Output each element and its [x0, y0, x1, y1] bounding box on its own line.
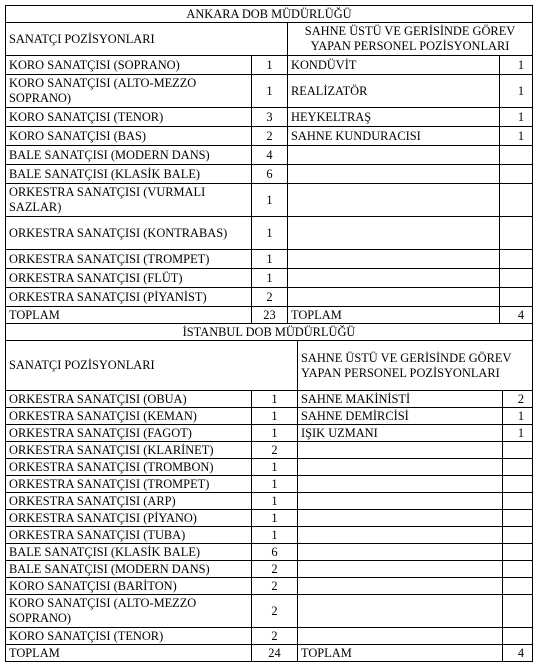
- staff-position-cell: [298, 561, 503, 578]
- position-count-cell: 1: [252, 510, 298, 527]
- staff-count-cell: [503, 527, 533, 544]
- position-cell: ORKESTRA SANATÇISI (PİYANO): [6, 510, 252, 527]
- ankara-staff-header: SAHNE ÜSTÜ VE GERİSİNDE GÖREV YAPAN PERSONEL POZİSYONLARI: [288, 23, 533, 56]
- ankara-total-staff-label: TOPLAM: [288, 307, 500, 324]
- position-count-cell: 1: [252, 459, 298, 476]
- ankara-total-label: TOPLAM: [6, 307, 252, 324]
- istanbul-artist-header: SANATÇI POZİSYONLARI: [6, 341, 298, 391]
- position-cell: KORO SANATÇISI (ALTO-MEZZO SOPRANO): [6, 75, 252, 108]
- position-count-cell: 2: [252, 578, 298, 595]
- staff-position-cell: SAHNE MAKİNİSTİ: [298, 391, 503, 408]
- table-row: [6, 146, 533, 165]
- position-count-cell: 2: [252, 595, 298, 628]
- position-cell: ORKESTRA SANATÇISI (TROMPET): [6, 250, 252, 269]
- table-row: [6, 217, 533, 250]
- ankara-artist-header: SANATÇI POZİSYONLARI: [6, 23, 288, 56]
- staff-count-cell: 1: [503, 425, 533, 442]
- table-row: [6, 184, 533, 217]
- staff-position-cell: SAHNE DEMİRCİSİ: [298, 408, 503, 425]
- istanbul-total-section: [6, 645, 533, 662]
- table-row: [6, 108, 533, 127]
- istanbul-title: İSTANBUL DOB MÜDÜRLÜĞÜ: [6, 324, 533, 341]
- staff-count-cell: [500, 165, 533, 184]
- staff-count-cell: 1: [503, 408, 533, 425]
- ankara-table: [5, 5, 533, 324]
- table-row: [6, 544, 533, 561]
- istanbul-staff-header: SAHNE ÜSTÜ VE GERİSİNDE GÖREV YAPAN PERSONEL POZİSYONLARI: [298, 341, 533, 391]
- staff-position-cell: [298, 628, 503, 645]
- position-cell: ORKESTRA SANATÇISI (OBUA): [6, 391, 252, 408]
- staff-position-cell: [288, 165, 500, 184]
- staff-count-cell: [500, 269, 533, 288]
- staff-count-cell: [503, 561, 533, 578]
- position-cell: BALE SANATÇISI (KLASİK BALE): [6, 544, 252, 561]
- table-row: [6, 442, 533, 459]
- position-count-cell: 1: [252, 75, 288, 108]
- position-count-cell: 2: [252, 288, 288, 307]
- table-row: [6, 561, 533, 578]
- position-cell: KORO SANATÇISI (TENOR): [6, 628, 252, 645]
- staff-count-cell: [500, 250, 533, 269]
- istanbul-total-staff: 4: [503, 645, 533, 662]
- position-count-cell: 2: [252, 561, 298, 578]
- staff-position-cell: [288, 184, 500, 217]
- position-count-cell: 1: [252, 408, 298, 425]
- staff-count-cell: [503, 459, 533, 476]
- position-count-cell: 2: [252, 628, 298, 645]
- table-row: [6, 510, 533, 527]
- staff-position-cell: [298, 544, 503, 561]
- ankara-total-artists: 23: [252, 307, 288, 324]
- istanbul-table: [5, 323, 533, 662]
- position-cell: BALE SANATÇISI (KLASİK BALE): [6, 165, 252, 184]
- staff-position-cell: [288, 250, 500, 269]
- staff-count-cell: [503, 442, 533, 459]
- ankara-rows: [6, 56, 533, 307]
- istanbul-rows: [6, 391, 533, 645]
- staff-count-cell: [500, 184, 533, 217]
- ankara-table-body: [6, 6, 533, 56]
- staff-count-cell: [503, 595, 533, 628]
- staff-count-cell: [503, 544, 533, 561]
- position-cell: KORO SANATÇISI (ALTO-MEZZO SOPRANO): [6, 595, 252, 628]
- staff-position-cell: [298, 442, 503, 459]
- staff-position-cell: [298, 578, 503, 595]
- position-count-cell: 2: [252, 127, 288, 146]
- table-row: [6, 165, 533, 184]
- position-cell: ORKESTRA SANATÇISI (ARP): [6, 493, 252, 510]
- table-row: [6, 459, 533, 476]
- position-cell: BALE SANATÇISI (MODERN DANS): [6, 561, 252, 578]
- staff-count-cell: 1: [500, 127, 533, 146]
- staff-count-cell: 1: [500, 75, 533, 108]
- position-count-cell: 1: [252, 184, 288, 217]
- table-row: [6, 288, 533, 307]
- staff-count-cell: [500, 217, 533, 250]
- staff-position-cell: [298, 510, 503, 527]
- table-row: [6, 391, 533, 408]
- staff-position-cell: [298, 493, 503, 510]
- istanbul-table-header: [6, 324, 533, 391]
- table-row: [6, 476, 533, 493]
- staff-position-cell: [298, 595, 503, 628]
- position-cell: BALE SANATÇISI (MODERN DANS): [6, 146, 252, 165]
- position-cell: ORKESTRA SANATÇISI (KONTRABAS): [6, 217, 252, 250]
- staff-position-cell: [298, 459, 503, 476]
- position-cell: ORKESTRA SANATÇISI (FAGOT): [6, 425, 252, 442]
- position-count-cell: 1: [252, 250, 288, 269]
- table-row: [6, 56, 533, 75]
- istanbul-total-staff-label: TOPLAM: [298, 645, 503, 662]
- position-count-cell: 2: [252, 442, 298, 459]
- ankara-total-section: [6, 307, 533, 324]
- position-cell: ORKESTRA SANATÇISI (TUBA): [6, 527, 252, 544]
- position-count-cell: 6: [252, 544, 298, 561]
- staff-count-cell: [503, 578, 533, 595]
- position-count-cell: 1: [252, 217, 288, 250]
- istanbul-total-artists: 24: [252, 645, 298, 662]
- staff-position-cell: IŞIK UZMANI: [298, 425, 503, 442]
- table-row: [6, 493, 533, 510]
- position-cell: ORKESTRA SANATÇISI (TROMPET): [6, 476, 252, 493]
- position-count-cell: 1: [252, 269, 288, 288]
- position-cell: ORKESTRA SANATÇISI (VURMALI SAZLAR): [6, 184, 252, 217]
- staff-count-cell: 2: [503, 391, 533, 408]
- istanbul-total-label: TOPLAM: [6, 645, 252, 662]
- position-cell: ORKESTRA SANATÇISI (KEMAN): [6, 408, 252, 425]
- table-row: [6, 269, 533, 288]
- table-row: [6, 408, 533, 425]
- position-cell: KORO SANATÇISI (BAS): [6, 127, 252, 146]
- position-count-cell: 1: [252, 493, 298, 510]
- position-cell: ORKESTRA SANATÇISI (KLARİNET): [6, 442, 252, 459]
- table-row: [6, 595, 533, 628]
- ankara-title: ANKARA DOB MÜDÜRLÜĞÜ: [6, 6, 533, 23]
- staff-position-cell: [298, 476, 503, 493]
- staff-count-cell: [500, 146, 533, 165]
- staff-count-cell: 1: [500, 56, 533, 75]
- position-count-cell: 3: [252, 108, 288, 127]
- staff-count-cell: [503, 493, 533, 510]
- table-row: [6, 578, 533, 595]
- staff-count-cell: 1: [500, 108, 533, 127]
- staff-position-cell: [298, 527, 503, 544]
- position-cell: KORO SANATÇISI (SOPRANO): [6, 56, 252, 75]
- staff-position-cell: HEYKELTRAŞ: [288, 108, 500, 127]
- position-cell: ORKESTRA SANATÇISI (PİYANİST): [6, 288, 252, 307]
- position-count-cell: 1: [252, 476, 298, 493]
- staff-position-cell: REALİZATÖR: [288, 75, 500, 108]
- position-count-cell: 1: [252, 391, 298, 408]
- staff-position-cell: KONDÜVİT: [288, 56, 500, 75]
- table-row: [6, 127, 533, 146]
- table-row: [6, 250, 533, 269]
- position-cell: KORO SANATÇISI (TENOR): [6, 108, 252, 127]
- position-cell: KORO SANATÇISI (BARİTON): [6, 578, 252, 595]
- position-cell: ORKESTRA SANATÇISI (FLÜT): [6, 269, 252, 288]
- table-row: [6, 75, 533, 108]
- ankara-total-staff: 4: [500, 307, 533, 324]
- position-count-cell: 1: [252, 56, 288, 75]
- position-count-cell: 4: [252, 146, 288, 165]
- staff-position-cell: [288, 146, 500, 165]
- staff-position-cell: [288, 288, 500, 307]
- table-row: [6, 628, 533, 645]
- staff-count-cell: [503, 476, 533, 493]
- staff-count-cell: [503, 510, 533, 527]
- table-row: [6, 425, 533, 442]
- staff-position-cell: [288, 217, 500, 250]
- staff-position-cell: [288, 269, 500, 288]
- table-row: [6, 527, 533, 544]
- position-count-cell: 1: [252, 527, 298, 544]
- staff-count-cell: [500, 288, 533, 307]
- position-cell: ORKESTRA SANATÇISI (TROMBON): [6, 459, 252, 476]
- position-count-cell: 6: [252, 165, 288, 184]
- staff-count-cell: [503, 628, 533, 645]
- staff-position-cell: SAHNE KUNDURACISI: [288, 127, 500, 146]
- position-count-cell: 1: [252, 425, 298, 442]
